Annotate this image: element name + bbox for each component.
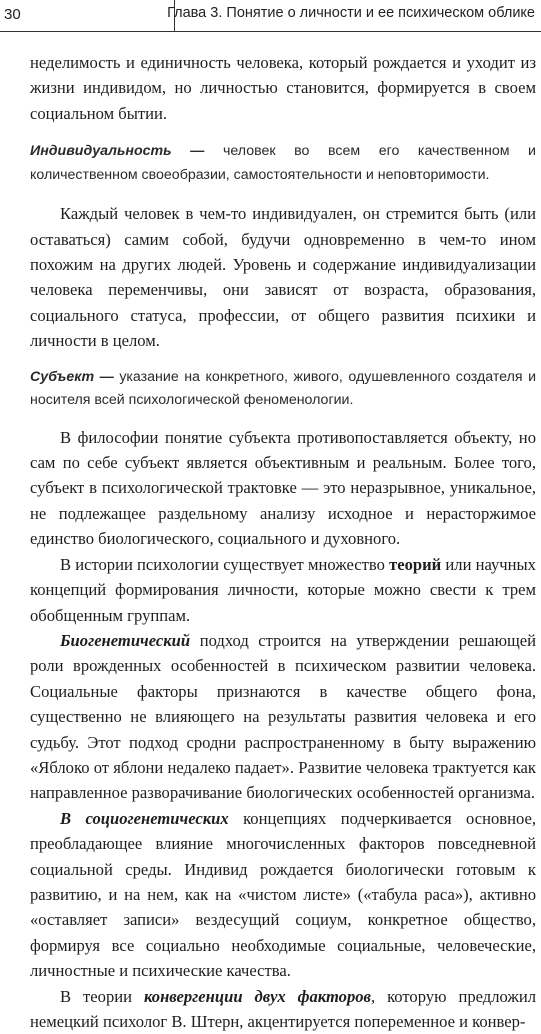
paragraph-sociogenetic: В социогенетических концепциях подчеркивается основное, преобладающее влияние многочисленных факторов повседневной социальной среды. Индивид рождается биологически готовым к развитию, и на нем, как на «чистом листе» («табула раса»), активно «оставляет записи» вездесущий социум, конкретное общество, формируя все социально необходимые социальные, человеческие, личностные и психические качества. xyxy=(30,808,537,981)
definition-text: человек во всем его качественном и количественном своеобразии, самостоятельности и неповторимости. xyxy=(30,143,536,183)
page-body xyxy=(30,50,536,1034)
bold-term: Биогенетический xyxy=(60,630,191,650)
header-rule xyxy=(0,31,541,32)
paragraph-continuation: неделимость и единичность человека, который рождается и уходит из жизни индивидом, но личностью становится, формируется в своем социальном бытии. xyxy=(30,53,536,123)
page-number: 30 xyxy=(4,6,21,23)
running-title: Глава 3. Понятие о личности и ее психическом облике xyxy=(167,5,535,21)
definition-individuality xyxy=(30,140,536,187)
page-header xyxy=(0,0,541,34)
definition-term: Индивидуальность — xyxy=(30,143,205,160)
bold-term: теорий xyxy=(389,554,442,574)
definition-subject xyxy=(30,366,536,413)
paragraph-convergence: В теории конвергенции двух факторов, которую предложил немецкий психолог В. Штерн, акцентируется попеременное и конвер- xyxy=(30,986,537,1031)
paragraph-subject: В философии понятие субъекта противопоставляется объекту, но сам по себе субъект является объективным и реальным. Более того, субъект в психологической трактовке — это неразрывное, уникальное, не подлежащее раздельному анализу исходное и нерасторжимое единство биологического, социального и духовного. xyxy=(30,427,536,549)
definition-text: указание на конкретного, живого, одушевленного создателя и носителя всей психологической феноменологии. xyxy=(30,368,536,409)
paragraph-biogenetic: Биогенетический подход строится на утверждении решающей роли врожденных особенностей в психическом развитии человека. Социальные факторы признаются в качестве общего фона, существенно не влияющего на результаты развития человека и его судьбу. Этот подход сродни распространенному в быту выражению «Яблоко от яблони недалеко падает». Развитие человека трактуется как направленное разворачивание биологических особенностей организма. xyxy=(30,630,536,803)
bold-term: конвергенции двух факторов xyxy=(144,986,371,1006)
definition-term: Субъект — xyxy=(30,368,114,385)
paragraph-theories: В истории психологии существует множество теорий или научных концепций формирования личности, которые можно свести к трем обобщенным группам. xyxy=(30,554,536,625)
bold-term: социогенетических xyxy=(85,808,229,828)
paragraph-individuality: Каждый человек в чем-то индивидуален, он стремится быть (или оставаться) самим собой, будучи одновременно в чем-то ином похожим на других людей. Уровень и содержание индивидуализации человека переменчивы, они зависят от возраста, образования, социального статуса, профессии, от общего развития психики и личности в целом. xyxy=(30,204,536,351)
